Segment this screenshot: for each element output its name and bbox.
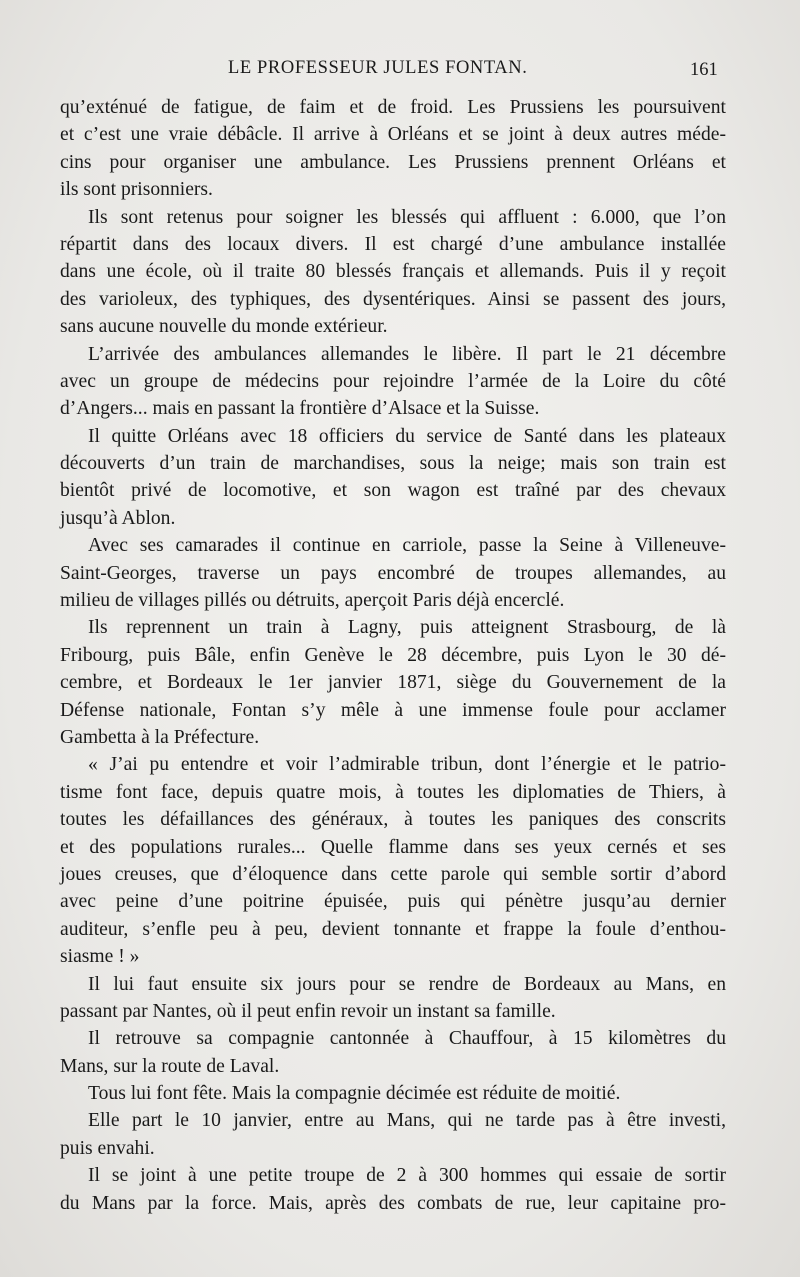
text-line: « J’ai pu entendre et voir l’admirable tribun, dont l’énergie et le patrio- xyxy=(88,754,726,776)
text-line: dans une école, où il traite 80 blessés français et allemands. Puis il y reçoit xyxy=(60,261,726,283)
text-line: Ils sont retenus pour soigner les blessés qui affluent : 6.000, que l’on xyxy=(88,206,726,228)
text-line: Il lui faut ensuite six jours pour se rendre de Bordeaux au Mans, en xyxy=(88,973,726,995)
text-line: cins pour organiser une ambulance. Les Prussiens prennent Orléans et xyxy=(60,151,726,173)
text-line: ils sont prisonniers. xyxy=(60,179,213,201)
text-line: passant par Nantes, où il peut enfin revoir un instant sa famille. xyxy=(60,1000,556,1022)
text-line: Saint-Georges, traverse un pays encombré de troupes allemandes, au xyxy=(60,562,726,584)
running-header xyxy=(0,52,800,82)
text-line: toutes les défaillances des généraux, à toutes les paniques des conscrits xyxy=(60,809,726,831)
page-number: 161 xyxy=(690,60,718,80)
text-line: Tous lui font fête. Mais la compagnie décimée est réduite de moitié. xyxy=(88,1083,621,1105)
text-line: sans aucune nouvelle du monde extérieur. xyxy=(60,316,388,338)
body-text xyxy=(60,94,726,1217)
text-line: Gambetta à la Préfecture. xyxy=(60,726,260,748)
text-line: milieu de villages pillés ou détruits, aperçoit Paris déjà encerclé. xyxy=(60,590,565,612)
text-line: joues creuses, que d’éloquence dans cette parole qui semble sortir d’abord xyxy=(60,863,726,885)
running-title: LE PROFESSEUR JULES FONTAN. xyxy=(228,58,528,78)
text-line: avec peine d’une poitrine épuisée, puis qui pénètre jusqu’au dernier xyxy=(60,891,726,913)
text-line: du Mans par la force. Mais, après des combats de rue, leur capitaine pro- xyxy=(60,1192,726,1214)
text-line: découverts d’un train de marchandises, sous la neige; mais son train est xyxy=(60,453,726,475)
text-line: des varioleux, des typhiques, des dysentériques. Ainsi se passent des jours, xyxy=(60,288,726,310)
text-line: tisme font face, depuis quatre mois, à toutes les diplomaties de Thiers, à xyxy=(60,781,726,803)
text-line: jusqu’à Ablon. xyxy=(60,507,176,529)
text-line: siasme ! » xyxy=(60,946,140,968)
text-line: Mans, sur la route de Laval. xyxy=(60,1055,280,1077)
text-line: Il quitte Orléans avec 18 officiers du service de Santé dans les plateaux xyxy=(88,425,726,447)
text-line: Défense nationale, Fontan s’y mêle à une immense foule pour acclamer xyxy=(60,699,726,721)
text-line: et c’est une vraie débâcle. Il arrive à Orléans et se joint à deux autres méde- xyxy=(60,124,726,146)
text-line: et des populations rurales... Quelle flamme dans ses yeux cernés et ses xyxy=(60,836,726,858)
text-line: Ils reprennent un train à Lagny, puis atteignent Strasbourg, de là xyxy=(88,617,726,639)
text-line: qu’exténué de fatigue, de faim et de froid. Les Prussiens les poursuivent xyxy=(60,97,726,118)
text-line: puis envahi. xyxy=(60,1137,155,1159)
text-line: Il se joint à une petite troupe de 2 à 300 hommes qui essaie de sortir xyxy=(88,1165,726,1187)
text-line: avec un groupe de médecins pour rejoindre l’armée de la Loire du côté xyxy=(60,370,726,392)
text-line: d’Angers... mais en passant la frontière d’Alsace et la Suisse. xyxy=(60,398,540,420)
text-line: auditeur, s’enfle peu à peu, devient tonnante et frappe la foule d’enthou- xyxy=(60,918,726,940)
text-line: bientôt privé de locomotive, et son wagon est traîné par des chevaux xyxy=(60,480,726,502)
text-line: Il retrouve sa compagnie cantonnée à Chauffour, à 15 kilomètres du xyxy=(88,1028,726,1050)
text-line: L’arrivée des ambulances allemandes le libère. Il part le 21 décembre xyxy=(88,343,726,365)
text-line: Elle part le 10 janvier, entre au Mans, qui ne tarde pas à être investi, xyxy=(88,1110,726,1132)
text-line: Fribourg, puis Bâle, enfin Genève le 28 décembre, puis Lyon le 30 dé- xyxy=(60,644,726,666)
text-line: Avec ses camarades il continue en carriole, passe la Seine à Villeneuve- xyxy=(88,535,726,557)
text-line: répartit dans des locaux divers. Il est chargé d’une ambulance installée xyxy=(60,233,726,255)
text-line: cembre, et Bordeaux le 1er janvier 1871, siège du Gouvernement de la xyxy=(60,672,726,694)
